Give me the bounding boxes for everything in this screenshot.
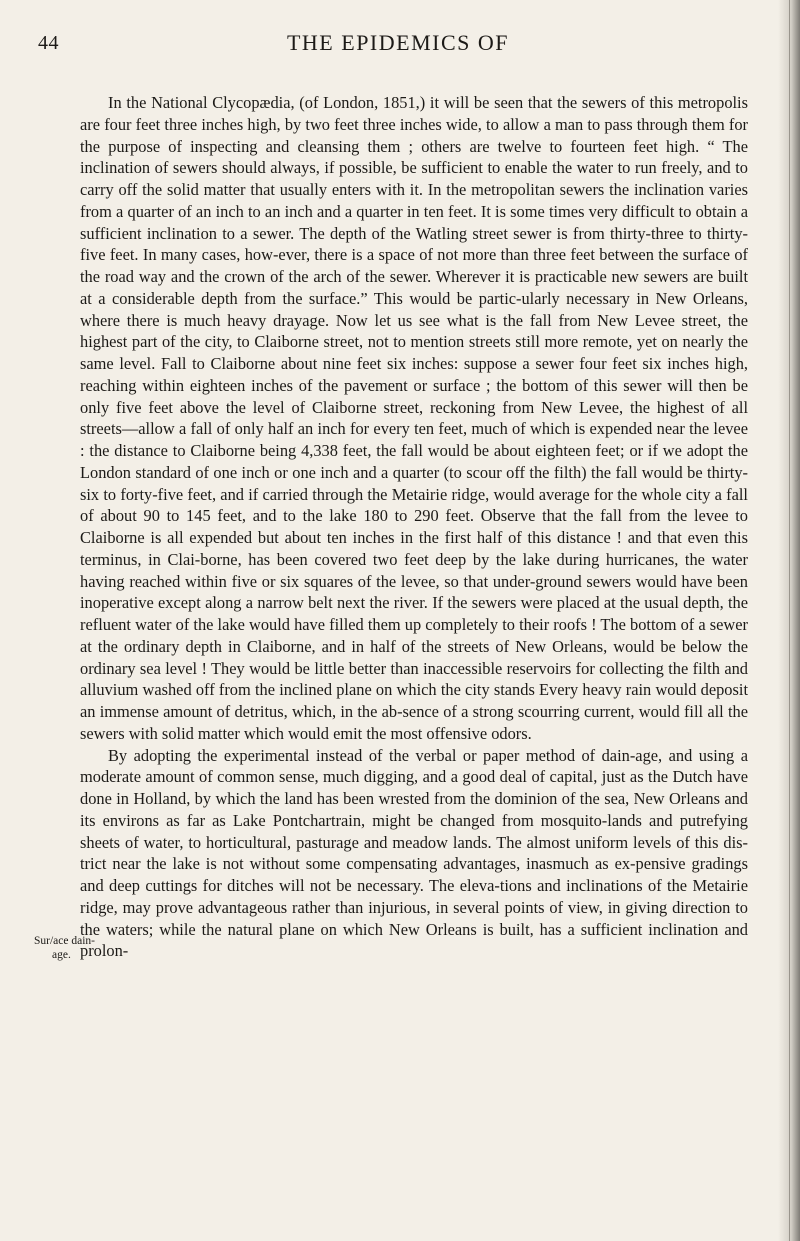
page-number: 44 [38, 32, 59, 54]
paragraph-surface-drainage: By adopting the experimental instead of the verbal or paper method of dain-age, and using a moderate amount of common sense, much digging, and a good deal of capital, just as the Dutch have done in Holland, by which the land has been wrested from the dominion of the sea, New Orleans and its environs as far as Lake Pontchartrain, might be changed from mosquito-lands and putrefying sheets of water, to horticultural, pasturage and meadow lands. The almost uniform levels of this dis-trict near the lake is not without some compensating advantages, inasmuch as ex-pensive gradings and deep cuttings for ditches will not be necessary. The eleva-tions and inclinations of the Metairie ridge, may prove advantageous rather than injurious, in several points of view, in giving direction to the waters; while the natural plane on which New Orleans is built, has a sufficient inclination and prolon- [80, 745, 748, 961]
running-head: THE EPIDEMICS OF [286, 30, 509, 55]
paragraph-sewers: In the National Clycopædia, (of London, 1851,) it will be seen that the sewers of this metropolis are four feet three inches high, by two feet three inches wide, to allow a man to pass through them for the purpose of inspecting and cleansing them ; others are twelve to fourteen feet high. “ The inclination of sewers should always, if possible, be sufficient to enable the water to run freely, and to carry off the solid matter that usually enters with it. In the metropolitan sewers the inclination varies from a quarter of an inch to an inch and a quarter in ten feet. It is some times very difficult to obtain a sufficient inclination to a sewer. The depth of the Watling street sewer is from thirty-three to thirty-five feet. In many cases, how-ever, there is a space of not more than three feet between the surface of the road way and the crown of the arch of the sewer. Wherever it is practicable new sewers are built at a considerable depth from the surface.” This would be partic-ularly necessary in New Orleans, where there is much heavy drayage. Now let us see what is the fall from New Levee street, the highest part of the city, to Claiborne street, not to mention streets still more remote, yet on nearly the same level. Fall to Claiborne about nine feet six inches: suppose a sewer four feet six inches high, reaching within eighteen inches of the pavement or surface ; the bottom of this sewer will then be only five feet above the level of Claiborne street, reckoning from New Levee, the highest of all streets—allow a fall of only half an inch for every ten feet, much of which is expended near the levee : the distance to Claiborne being 4,338 feet, the fall would be about eighteen feet; or if we adopt the London standard of one inch or one inch and a quarter (to scour off the filth) the fall would be thirty-six to forty-five feet, and if carried through the Metairie ridge, would average for the whole city a fall of about 90 to 145 feet, and to the lake 180 to 290 feet. Observe that the fall from the levee to Claiborne is all expended but about ten inches in the first half of this distance ! and that even this terminus, in Clai-borne, has been covered two feet deep by the lake during hurricanes, the water having reached within five or six squares of the levee, so that under-ground sewers would have been inoperative except along a narrow belt next the river. If the sewers were placed at the usual depth, the refluent water of the lake would have filled them up completely to their roofs ! The bottom of a sewer at the ordinary depth in Claiborne, and in half of the streets of New Orleans, would be below the ordinary sea level ! They would be little better than inaccessible reservoirs for collecting the filth and alluvium washed off from the inclined plane on which the city stands Every heavy rain would deposit an immense amount of detritus, which, in the ab-sence of a strong scourring current, would fill all the sewers with solid matter which would emit the most offensive odors. [80, 93, 748, 743]
body-text [80, 92, 748, 962]
page-header [38, 28, 758, 58]
page-edge-line [789, 0, 790, 1241]
margin-note-line-2: age. [52, 949, 71, 961]
margin-note-line-1: Sur/ace dain- [34, 935, 95, 947]
